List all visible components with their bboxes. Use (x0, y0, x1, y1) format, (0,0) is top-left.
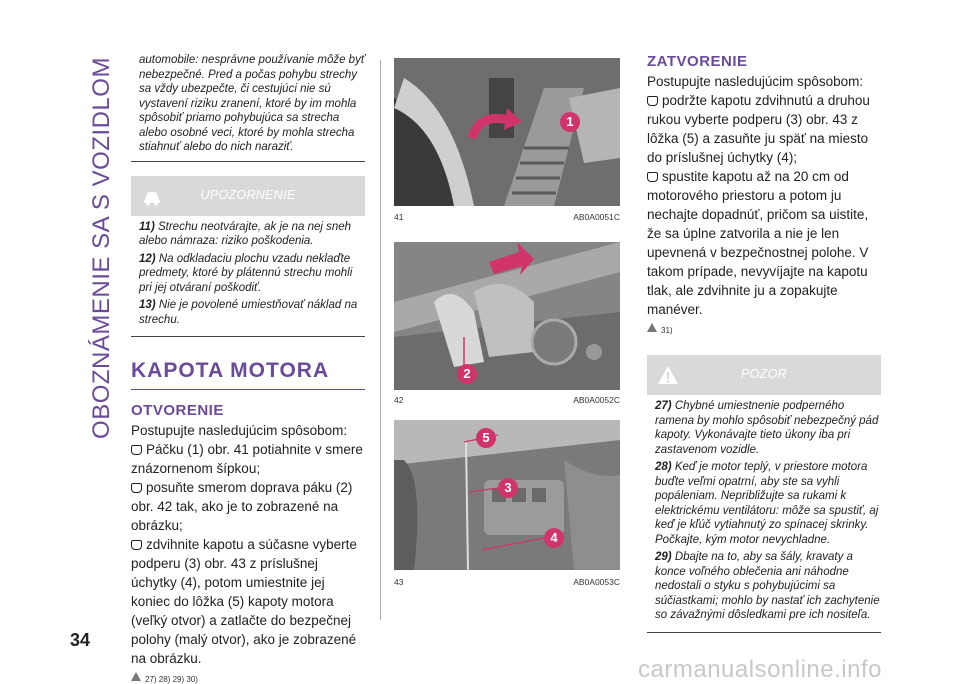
bullet-item: spustite kapotu až na 20 cm od motorového priestoru a potom ju nechajte dopadnúť, pričom sa uistite, že sa úplne zatvorila a nie je len upevnená v bezpečnostnej polohe. V takom prípade, nevyvíjajte na kapotu tlak, ale zdvihnite ju a zopakujte manéver. (647, 169, 869, 317)
warning-title: UPOZORNENIE (200, 187, 296, 202)
warning-header (131, 176, 365, 216)
caution-header (647, 355, 881, 395)
left-column (131, 53, 365, 684)
bullet-item: posuňte smerom doprava páku (2) obr. 42 tak, ako je to zobrazené na obrázku; (131, 480, 353, 533)
procedure-text: Postupujte nasledujúcim spôsobom: podržte kapotu zdvihnutú a druhou rukou vyberte podperu (3) obr. 43 z lôžka (5) a zasuňte ju späť na miesto do príslušnej úchytky (4); spustite kapotu až na 20 cm od motorového priestoru a potom ju nechajte dopadnúť, pričom sa uistite, že sa úplne zatvorila a nie je len upevnená v bezpečnostnej polohe. V takom prípade, nevyvíjajte na kapotu tlak, ale zdvihnite ju a zopakujte manéver. (647, 72, 881, 319)
footer-watermark: carmanualsonline.info (638, 656, 882, 683)
caution-notes (647, 395, 881, 633)
note-item: 13) Nie je povolené umiestňovať náklad na strechu. (139, 299, 358, 326)
chapter-side-title: OBOZNÁMENIE SA S VOZIDLOM (88, 57, 115, 439)
top-warning-box (131, 53, 365, 162)
figure-callout: 3 (498, 478, 518, 498)
page-number: 34 (70, 630, 91, 650)
column-divider (380, 60, 381, 620)
warning-notes (131, 216, 365, 338)
figure-callout: 5 (476, 428, 496, 448)
figure-42-illustration (394, 242, 620, 390)
bullet-icon (131, 540, 142, 550)
note-item: 12) Na odkladaciu plochu vzadu neklaďte predmety, ktoré by plátennú strechu mohli pri jej otváraní poškodiť. (139, 252, 353, 294)
bullet-icon (647, 172, 658, 182)
warning-triangle-icon (647, 323, 657, 332)
note-item: 11) Strechu neotvárajte, ak je na nej sneh alebo námraza: riziko poškodenia. (139, 220, 352, 247)
figure-42 (394, 242, 620, 390)
top-warning-text: automobile: nesprávne používanie môže byť nebezpečné. Pred a počas pohybu strechy sa vždy ubezpečte, či cestujúci nie sú vystavení riziku zranení, ktoré by im mohla spôsobiť priamo pohybujúca sa strecha alebo osobné veci, ktoré by mohla strecha stiahnuť alebo do nich naraziť. (139, 54, 365, 153)
figure-callout: 1 (560, 112, 580, 132)
warning-refs: 31) (647, 323, 881, 335)
bullet-item: podržte kapotu zdvihnutú a druhou rukou vyberte podperu (3) obr. 43 z lôžka (5) a zasuňte ju späť na miesto do príslušnej úchytky (4); (647, 93, 870, 165)
figure-41-illustration (394, 58, 620, 206)
subsection-heading: ZATVORENIE (647, 53, 748, 70)
warning-triangle-icon (131, 672, 141, 681)
note-item: 27) Chybné umiestnenie podperného ramena by mohlo spôsobiť nebezpečný pád kapoty. Vykonávajte tieto úkony iba pri zastavenom vozidle. (655, 400, 879, 456)
bullet-item: Páčku (1) obr. 41 potiahnite v smere znázornenom šípkou; (131, 442, 363, 476)
warning-refs: 27) 28) 29) 30) (131, 672, 365, 684)
figure-41 (394, 58, 620, 206)
right-column (647, 53, 881, 633)
subsection-heading: OTVORENIE (131, 402, 224, 419)
caution-title: POZOR (741, 367, 787, 381)
figure-43 (394, 420, 620, 570)
figure-callout: 4 (544, 528, 564, 548)
bullet-icon (131, 445, 142, 455)
bullet-icon (131, 483, 142, 493)
figure-callout: 2 (457, 364, 477, 384)
section-heading: KAPOTA MOTORA (131, 359, 330, 382)
heading-rule (131, 389, 365, 390)
note-item: 29) Dbajte na to, aby sa šály, kravaty a konce voľného oblečenia ani náhodne nedostali o styku s pohybujúcimi sa súčiastkami; mohlo by nastať ich zachytenie so závažnými dôsledkami pre ich nositeľa. (655, 551, 880, 621)
bullet-item: zdvihnite kapotu a súčasne vyberte podperu (3) obr. 43 z príslušnej úchytky (4), potom umiestnite jej koniec do lôžka (5) kapoty motora (veľký otvor) a zatlačte do bezpečnej polohy (malý otvor), ako je zobrazené na obrázku. (131, 537, 357, 666)
note-item: 28) Keď je motor teplý, v priestore motora buďte veľmi opatrní, aby ste sa vyhli popáleniam. Nepribližujte sa rukami k elektrickému ventilátoru: môže sa spustiť, aj keď je kľúč vytiahnutý zo spínacej skrinky. Počkajte, kým motor nevychladne. (655, 461, 879, 546)
bullet-icon (647, 96, 658, 106)
procedure-text: Postupujte nasledujúcim spôsobom: Páčku (1) obr. 41 potiahnite v smere znázornenom šípkou; posuňte smerom doprava páku (2) obr. 42 tak, ako je to zobrazené na obrázku; zdvihnite kapotu a súčasne vyberte podperu (3) obr. 43 z príslušnej úchytky (4), potom umiestnite jej koniec do lôžka (5) kapoty motora (veľký otvor) a zatlačte do bezpečnej polohy (malý otvor), ako je zobrazené na obrázku. (131, 421, 365, 668)
